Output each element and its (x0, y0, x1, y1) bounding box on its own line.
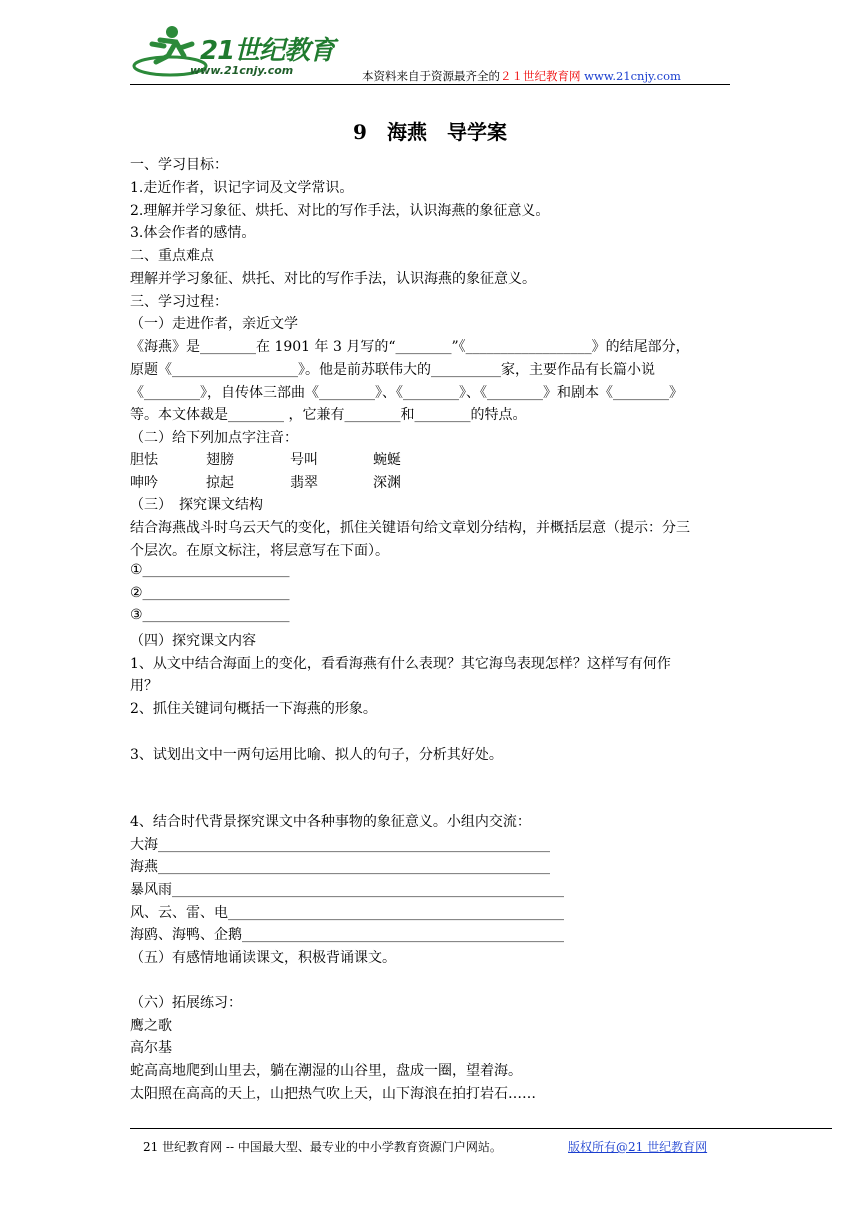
vocab-word: 掠起 (206, 475, 234, 491)
subsection-heading: （四）探究课文内容 (130, 633, 256, 649)
text-line: 3.体会作者的感情。 (130, 225, 256, 241)
answer-line: ②_____________________ (130, 585, 290, 601)
text-line: 2.理解并学习象征、烘托、对比的写作手法，认识海燕的象征意义。 (130, 203, 550, 219)
source-site-link[interactable]: ２１世纪教育网 (500, 69, 581, 83)
header-divider (130, 84, 730, 85)
subsection-heading: （六）拓展练习： (130, 995, 242, 1011)
subsection-heading: （一）走进作者，亲近文学 (130, 316, 298, 332)
vocab-word: 翡翠 (290, 475, 318, 491)
poem-line: 蛇高高地爬到山里去，躺在潮湿的山谷里，盘成一圈，望着海。 (130, 1063, 522, 1079)
poem-author: 高尔基 (130, 1040, 172, 1056)
vocab-word: 蜿蜒 (373, 452, 401, 468)
question-line: 3、试划出文中一两句运用比喻、拟人的句子，分析其好处。 (130, 747, 503, 763)
answer-line: 海鸥、海鸭、企鹅______________________________________________ (130, 927, 564, 943)
vocab-word: 号叫 (290, 452, 318, 468)
source-prefix: 本资料来自于资源最齐全的 (362, 69, 500, 83)
question-line: 1、从文中结合海面上的变化，看看海燕有什么表现？其它海鸟表现怎样？这样写有何作 (130, 656, 671, 672)
fill-blank-line: 《________》，自传体三部曲《________》、《________》、《________》和剧本《________》 (130, 385, 683, 401)
subsection-heading: （五）有感情地诵读课文，积极背诵课文。 (130, 950, 396, 966)
answer-line: 海燕________________________________________________________ (130, 859, 550, 875)
section-heading: 二、重点难点 (130, 248, 214, 264)
section-heading: 三、学习过程： (130, 294, 228, 310)
footer-text: 21 世纪教育网 -- 中国最大型、最专业的中小学教育资源门户网站。 (143, 1140, 502, 1154)
text-line: 理解并学习象征、烘托、对比的写作手法，认识海燕的象征意义。 (130, 271, 536, 287)
footer-copyright-link[interactable]: 版权所有@21 世纪教育网 (568, 1140, 708, 1154)
vocab-word: 翅膀 (206, 452, 234, 468)
answer-line: 暴风雨________________________________________________________ (130, 882, 564, 898)
page-header (130, 22, 730, 86)
subsection-heading: （三） 探究课文结构 (130, 497, 263, 513)
logo-url: www.21cnjy.com (190, 64, 294, 77)
poem-line: 太阳照在高高的天上，山把热气吹上天，山下海浪在拍打岩石…… (130, 1086, 536, 1102)
footer-divider (130, 1128, 832, 1129)
question-line: 用？ (130, 678, 158, 694)
fill-blank-line: 原题《__________________》。他是前苏联伟大的__________家，主要作品有长篇小说 (130, 362, 655, 378)
question-line: 2、抓住关键词句概括一下海燕的形象。 (130, 701, 377, 717)
source-note (362, 68, 681, 84)
text-line: 个层次。在原文标注，将层意写在下面）。 (130, 543, 389, 559)
question-line: 4、结合时代背景探究课文中各种事物的象征意义。小组内交流： (130, 814, 531, 830)
fill-blank-line: 《海燕》是________在 1901 年 3 月写的“________”《__________________》的结尾部分， (130, 339, 690, 355)
vocab-word: 呻吟 (130, 475, 158, 491)
text-line: 结合海燕战斗时乌云天气的变化，抓住关键语句给文章划分结构，并概括层意（提示：分三 (130, 520, 690, 536)
answer-line: 大海________________________________________________________ (130, 837, 550, 853)
poem-title: 鹰之歌 (130, 1018, 172, 1034)
page-title: 9 海燕 导学案 (353, 120, 507, 144)
text-line: 1.走近作者，识记字词及文学常识。 (130, 180, 354, 196)
vocab-word: 胆怯 (130, 452, 158, 468)
subsection-heading: （二）给下列加点字注音： (130, 430, 298, 446)
fill-blank-line: 等。本文体裁是________ ，它兼有________和________的特点。 (130, 407, 527, 423)
answer-line: ③_____________________ (130, 607, 290, 623)
source-url-link[interactable]: www.21cnjy.com (584, 69, 681, 83)
site-logo (130, 22, 370, 84)
answer-line: ①_____________________ (130, 562, 290, 578)
answer-line: 风、云、雷、电________________________________________________ (130, 905, 564, 921)
section-heading: 一、学习目标： (130, 157, 228, 173)
vocab-word: 深渊 (373, 475, 401, 491)
logo-text: 21世纪教育 (200, 36, 335, 66)
